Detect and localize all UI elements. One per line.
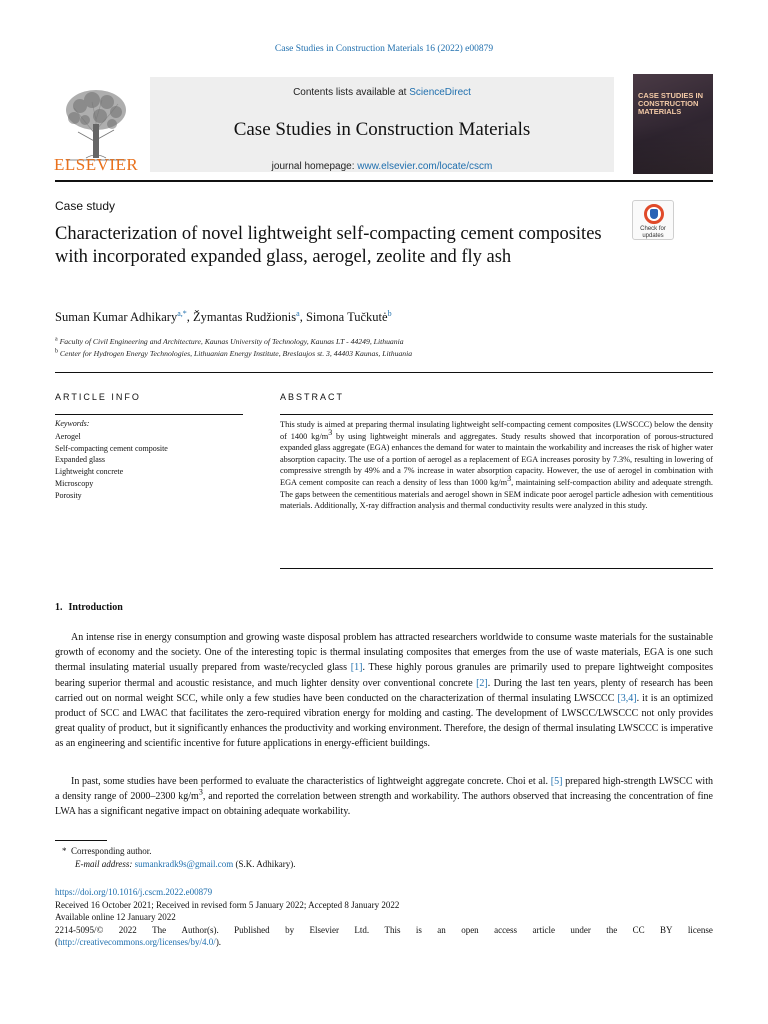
contents-prefix: Contents lists available at	[293, 87, 410, 98]
license-word: under	[570, 924, 591, 935]
citation-link[interactable]: [1]	[350, 662, 363, 674]
introduction-heading	[55, 602, 123, 613]
license-link[interactable]: http://creativecommons.org/licenses/by/4.0/	[58, 937, 216, 947]
license-word: BY	[660, 924, 673, 935]
running-head[interactable]: Case Studies in Construction Materials 16 (2022) e00879	[274, 44, 494, 54]
license-word: access	[494, 924, 518, 935]
check-for-updates-button[interactable]	[632, 200, 674, 240]
author-affiliation-mark[interactable]: a	[296, 308, 300, 318]
author-separator: ,	[299, 310, 306, 324]
introduction-paragraph	[55, 774, 713, 820]
corresponding-author-footnote	[62, 845, 295, 871]
keyword: Aerogel	[55, 432, 81, 441]
homepage-prefix: journal homepage:	[271, 161, 358, 172]
author-affiliation-mark[interactable]: a,*	[177, 308, 187, 318]
section-number: 1.	[55, 602, 63, 613]
history-dates: Received 16 October 2021; Received in revised form 5 January 2022; Accepted 8 January 2022	[55, 899, 400, 910]
header-divider	[55, 180, 713, 182]
license-word: article	[532, 924, 555, 935]
paragraph-text: In past, some studies have been performed to evaluate the characteristics of lightweight aggregate concrete. Choi et al.	[71, 776, 551, 787]
article-type: Case study	[55, 199, 116, 213]
citation-link[interactable]: [2]	[476, 677, 488, 689]
bookmark-icon	[644, 204, 664, 224]
paragraph-text: An intense rise in energy consumption and growing waste disposal problem has attracted researchers worldwide to consume waste materials for the sustainable growth of economy and the society. One of the interesting topic is thermal insulating composites that emerges from the use of waste materials, EGA is one such thermal insulating material usually prepared from waste/recycled glass	[55, 632, 713, 674]
license-word: Author(s).	[181, 924, 219, 935]
affiliations	[55, 336, 715, 360]
license-word: open	[461, 924, 479, 935]
abstract-divider	[280, 414, 713, 415]
paragraph-text: prepared high-strength LWSCC with a density range of 2000–2300 kg/m	[55, 776, 713, 803]
journal-masthead	[50, 72, 714, 176]
sciencedirect-link[interactable]: ScienceDirect	[409, 87, 471, 98]
license-word: license	[687, 924, 713, 935]
check-for-updates-label	[633, 226, 673, 239]
affiliation-mark: b	[55, 348, 58, 355]
paragraph-text: . it is an optimized product of SCC and LWAC that facilitates the zero-required vibration energy for molding and casting. The development of LWSCC/LWSCCC not only provides great quality of product, but it significantly enhances the productivity and working environment. Therefore, the design of thermal insulating LWSCCC is imperative as an engineering and scientific incentive for future applications in energy-efficient buildings.	[55, 692, 714, 750]
abstract-segment: This study is aimed at preparing thermal insulating lightweight self-compacting cement composites (LWSCCC) below the density of 1400 kg/m	[280, 420, 713, 441]
abstract-segment: by using lightweight minerals and aggregates. Study results showed that incorporation of porous-structured expanded glass aggregate (EGA) enhances the demand for water to maintain the workability and increases the risk of higher water absorption capacity. The use of a portion of aerogel as a replacement of EGA increases porosity by 7.3%, resulting in lowering of compressive strength by 49% and a 7% increase in water absorption capacity. However, the use of aerogel in combination with EGA cement composite can reach a density of less than 1000 kg/m	[280, 431, 713, 487]
author-affiliation-mark[interactable]: b	[387, 308, 392, 318]
journal-homepage-link[interactable]: www.elsevier.com/locate/cscm	[357, 161, 493, 172]
keywords-list	[55, 431, 168, 501]
article-info-heading: ARTICLE INFO	[55, 392, 141, 402]
keyword: Lightweight concrete	[55, 467, 124, 477]
footnote-line	[62, 858, 295, 871]
contents-line	[150, 87, 614, 98]
license-word: an	[437, 924, 446, 935]
superscript: 3	[328, 427, 333, 437]
affiliation	[55, 336, 715, 348]
check-line-2: updates	[642, 232, 664, 239]
license-word: 2022	[118, 924, 137, 935]
journal-header-box	[150, 77, 614, 172]
paren-close: ).	[215, 937, 222, 947]
online-date: Available online 12 January 2022	[55, 912, 176, 922]
check-line-1: Check for	[640, 226, 666, 232]
paragraph-text: . These highly porous granules are primarily used to prepare lightweight composites bearing superior thermal and acoustic resistance, and much lighter density over conventional concrete	[55, 662, 713, 689]
author-name: Suman Kumar Adhikary	[55, 310, 178, 324]
publication-details	[55, 886, 713, 949]
section-title: Introduction	[68, 602, 123, 613]
author-separator: ,	[186, 310, 194, 324]
article-info-divider	[55, 414, 243, 415]
footnote-marker: *	[62, 846, 67, 856]
license-word: Published	[234, 924, 270, 935]
superscript: 3	[507, 474, 512, 484]
license-word: is	[415, 924, 422, 935]
journal-title: Case Studies in Construction Materials	[233, 119, 531, 140]
affiliation-text: Center for Hydrogen Energy Technologies, Lithuanian Energy Institute, Breslaujos st. 3, 44403 Kaunas, Lithuania	[59, 349, 413, 358]
citation-link[interactable]: [3,4]	[617, 692, 637, 704]
email-label: E-mail address:	[75, 859, 133, 869]
license-word: Elsevier	[309, 924, 339, 935]
paragraph-text: . During the last ten years, plenty of research has been carried out on normal weight SCC, while only a few studies have been conducted on the characterization of thermal insulating LWSCCC	[55, 677, 713, 704]
author-name: Žymantas Rudžionis	[193, 310, 297, 324]
affiliation	[55, 348, 715, 360]
cover-title: CASE STUDIES IN CONSTRUCTION MATERIALS	[638, 91, 704, 116]
email-suffix: (S.K. Adhikary).	[233, 859, 296, 869]
license-line	[55, 924, 713, 937]
author-name: Simona Tučkutė	[305, 310, 388, 324]
license-word: This	[384, 924, 401, 935]
journal-cover-image[interactable]	[633, 74, 713, 174]
footnote-divider	[55, 840, 107, 841]
abstract-text	[280, 419, 713, 512]
paragraph-text: , and reported the correlation between strength and workability. The authors observed that increasing the concentration of fine LWA has a significant negative impact on obtaining adequate workability.	[55, 791, 713, 818]
footnote-text: Corresponding author.	[71, 846, 152, 856]
keyword: Porosity	[55, 490, 82, 500]
keyword: Microscopy	[55, 478, 94, 488]
introduction-paragraph	[55, 630, 713, 752]
email-link[interactable]: sumankradk9s@gmail.com	[134, 859, 234, 869]
keyword: Expanded glass	[55, 455, 105, 465]
citation-link[interactable]: [5]	[550, 776, 563, 787]
affiliation-text: Faculty of Civil Engineering and Architecture, Kaunas University of Technology, Kaunas LT - 44249, Lithuania	[59, 337, 404, 346]
affiliation-mark: a	[55, 336, 58, 343]
license-word: by	[285, 924, 295, 935]
license-word: the	[606, 924, 618, 935]
paper-title: Characterization of novel lightweight self-compacting cement composites with incorporated expanded glass, aerogel, zeolite and fly ash	[55, 224, 602, 267]
license-word: The	[152, 924, 167, 935]
license-word: 2214-5095/©	[55, 924, 104, 935]
license-word: Ltd.	[354, 924, 370, 935]
superscript: 3	[198, 787, 203, 797]
front-matter-divider	[55, 372, 713, 373]
abstract-segment: , maintaining self-compaction ability and adequate strength. The gaps between the cementitious materials and aerogel shown in SEM indicate poor aerogel particle adhesion with cementitious materials. Additionally, X-ray diffraction analysis and thermal conductivity results were analyzed in this study.	[280, 477, 713, 511]
abstract-bottom-divider	[280, 568, 713, 569]
author-list	[55, 310, 392, 325]
elsevier-wordmark: ELSEVIER	[54, 155, 139, 174]
license-url-line	[55, 936, 713, 949]
paren-open: (	[55, 937, 58, 947]
keyword: Self-compacting cement composite	[55, 443, 168, 453]
homepage-line	[150, 161, 614, 172]
license-word: CC	[632, 924, 645, 935]
keywords-label: Keywords:	[55, 419, 90, 428]
cover-shading	[633, 124, 713, 174]
doi-link[interactable]: https://doi.org/10.1016/j.cscm.2022.e00879	[55, 887, 213, 897]
abstract-heading: ABSTRACT	[280, 392, 345, 402]
footnote-line	[62, 845, 295, 858]
